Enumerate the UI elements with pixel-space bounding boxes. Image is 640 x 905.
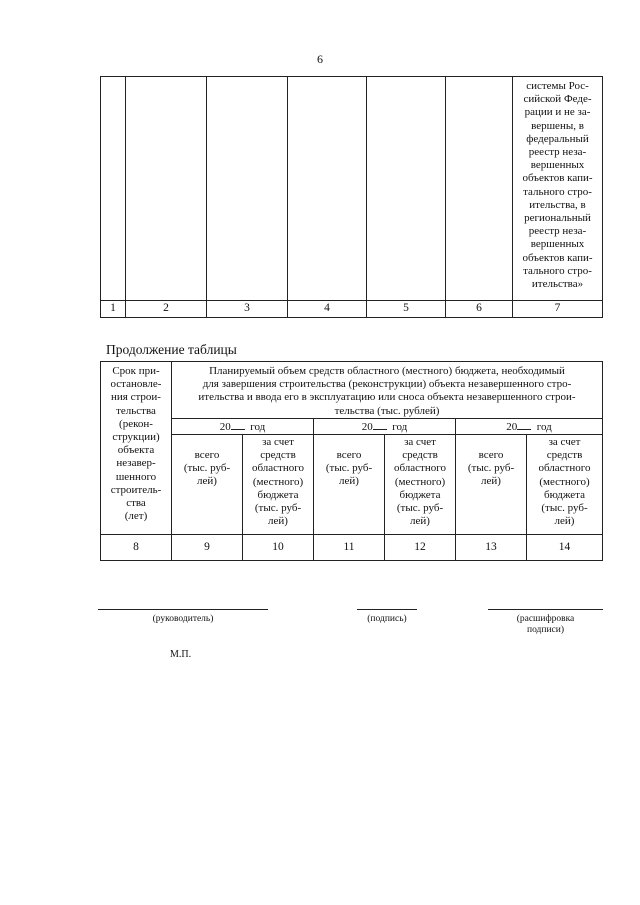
col7-line: региональный <box>524 212 591 225</box>
table1-cell-5 <box>367 77 446 301</box>
header-line: для завершения строительства (реконструкции) объекта незавершенного стро- <box>202 378 572 391</box>
col7-line: тального стро- <box>523 185 592 198</box>
col7-line: ительства» <box>531 278 584 291</box>
header-line: Планируемый объем средств областного (местного) бюджета, необходимый <box>209 365 565 377</box>
header-line: строитель- <box>110 483 162 496</box>
col7-line: системы Рос- <box>526 80 589 92</box>
year-header-1 <box>172 418 314 434</box>
col7-line: сийской Феде- <box>523 93 592 106</box>
column-number: 1 <box>101 301 126 318</box>
table1-cell-2 <box>126 77 207 301</box>
budget-funds-header <box>527 435 603 535</box>
table-top-part <box>100 76 603 318</box>
total-header <box>314 435 385 535</box>
year-header-3 <box>456 418 603 434</box>
header-line: (тыс. руб- <box>183 462 231 475</box>
header-line: лей) <box>339 475 359 488</box>
header-line: областного <box>393 462 446 475</box>
year-blank <box>517 419 531 430</box>
col7-line: вершены, в <box>531 119 584 132</box>
column-number: 2 <box>126 301 207 318</box>
column-number: 13 <box>456 535 527 561</box>
total-header <box>172 435 243 535</box>
col7-line: объектов капи- <box>522 172 593 185</box>
header-line: (тыс. руб- <box>254 502 302 515</box>
header-line: (тыс. руб- <box>325 462 373 475</box>
signature-line <box>357 609 417 610</box>
column-number: 7 <box>513 301 603 318</box>
header-line: за счет <box>404 436 436 449</box>
header-line: всего <box>478 449 504 462</box>
year-header-2 <box>314 418 456 434</box>
decode-caption <box>488 614 603 636</box>
year-suffix: год <box>250 420 266 433</box>
header-line: бюджета <box>543 488 585 501</box>
header-line: лей) <box>554 515 575 528</box>
caption-line: подписи) <box>526 625 565 635</box>
table1-cell-6 <box>446 77 513 301</box>
header-line: шенного <box>115 470 157 483</box>
header-line: (местного) <box>539 475 590 488</box>
header-line: (лет) <box>124 510 148 523</box>
caption-line: (расшифровка <box>516 614 575 624</box>
stamp-place: М.П. <box>170 649 192 660</box>
header-line: (местного) <box>252 475 304 488</box>
column-number: 8 <box>101 535 172 561</box>
column-number: 11 <box>314 535 385 561</box>
header-line: (тыс. руб- <box>541 502 588 515</box>
col7-line: тального стро- <box>523 264 592 277</box>
header-line: струкции) <box>112 431 160 444</box>
header-line: средств <box>402 449 438 462</box>
col7-line: федеральный <box>526 132 589 145</box>
header-line: (тыс. руб- <box>396 502 444 515</box>
year-suffix: год <box>392 420 408 433</box>
page-number: 6 <box>317 52 323 66</box>
header-line: ния строи- <box>111 391 161 404</box>
header-line: лей) <box>197 475 217 488</box>
col7-line: реестр неза- <box>528 225 587 238</box>
table-continuation <box>100 361 603 561</box>
header-line: средств <box>546 449 583 462</box>
column-number: 4 <box>288 301 367 318</box>
col7-line: рации и не за- <box>524 106 591 119</box>
signature-caption: (подпись) <box>367 614 407 624</box>
column-number: 12 <box>385 535 456 561</box>
budget-funds-header <box>385 435 456 535</box>
header-line: (местного) <box>394 475 446 488</box>
table1-cell-7 <box>513 77 603 301</box>
year-prefix: 20 <box>361 420 373 433</box>
column-number: 14 <box>527 535 603 561</box>
year-blank <box>373 419 387 430</box>
col7-line: объектов капи- <box>522 251 593 264</box>
table1-cell-1 <box>101 77 126 301</box>
header-line: объекта <box>117 444 155 457</box>
header-line: лей) <box>268 515 288 528</box>
column-number: 10 <box>243 535 314 561</box>
header-line: областного <box>538 462 591 475</box>
year-prefix: 20 <box>219 420 231 433</box>
total-header <box>456 435 527 535</box>
header-line: лей) <box>481 475 501 488</box>
column-number: 5 <box>367 301 446 318</box>
header-line: тельства (тыс. рублей) <box>334 404 440 417</box>
decode-signature-line <box>488 609 603 610</box>
table1-cell-3 <box>207 77 288 301</box>
planned-budget-header <box>172 362 603 419</box>
header-line: ительства и ввода его в эксплуатацию или сноса объекта незавершенного строи- <box>198 391 576 404</box>
col7-line: вершенных <box>530 159 585 172</box>
table1-cell-4 <box>288 77 367 301</box>
budget-funds-header <box>243 435 314 535</box>
header-line: (рекон- <box>119 417 153 430</box>
header-line: бюджета <box>399 488 441 501</box>
col7-line: ительства, в <box>529 198 586 211</box>
header-line: лей) <box>410 515 430 528</box>
header-line: остановле- <box>110 378 162 391</box>
year-prefix: 20 <box>506 420 518 433</box>
year-suffix: год <box>536 420 552 433</box>
continuation-title: Продолжение таблицы <box>106 342 237 357</box>
header-line: за счет <box>548 436 581 449</box>
head-caption: (руководитель) <box>152 614 214 624</box>
column-number: 9 <box>172 535 243 561</box>
header-line: (тыс. руб- <box>467 462 515 475</box>
header-line: всего <box>336 449 362 462</box>
header-line: тельства <box>116 404 156 417</box>
suspension-period-header <box>101 362 172 535</box>
header-line: за счет <box>262 436 294 449</box>
col7-line: вершенных <box>530 238 585 251</box>
header-line: областного <box>251 462 304 475</box>
column-number: 3 <box>207 301 288 318</box>
column-number: 6 <box>446 301 513 318</box>
header-line: ства <box>126 497 146 510</box>
col7-line: реестр неза- <box>528 146 587 159</box>
header-line: средств <box>260 449 296 462</box>
header-line: всего <box>194 449 220 462</box>
year-blank <box>231 419 245 430</box>
header-line: бюджета <box>257 488 299 501</box>
header-line: Срок при- <box>112 365 160 377</box>
head-signature-line <box>98 609 268 610</box>
header-line: незавер- <box>116 457 156 470</box>
